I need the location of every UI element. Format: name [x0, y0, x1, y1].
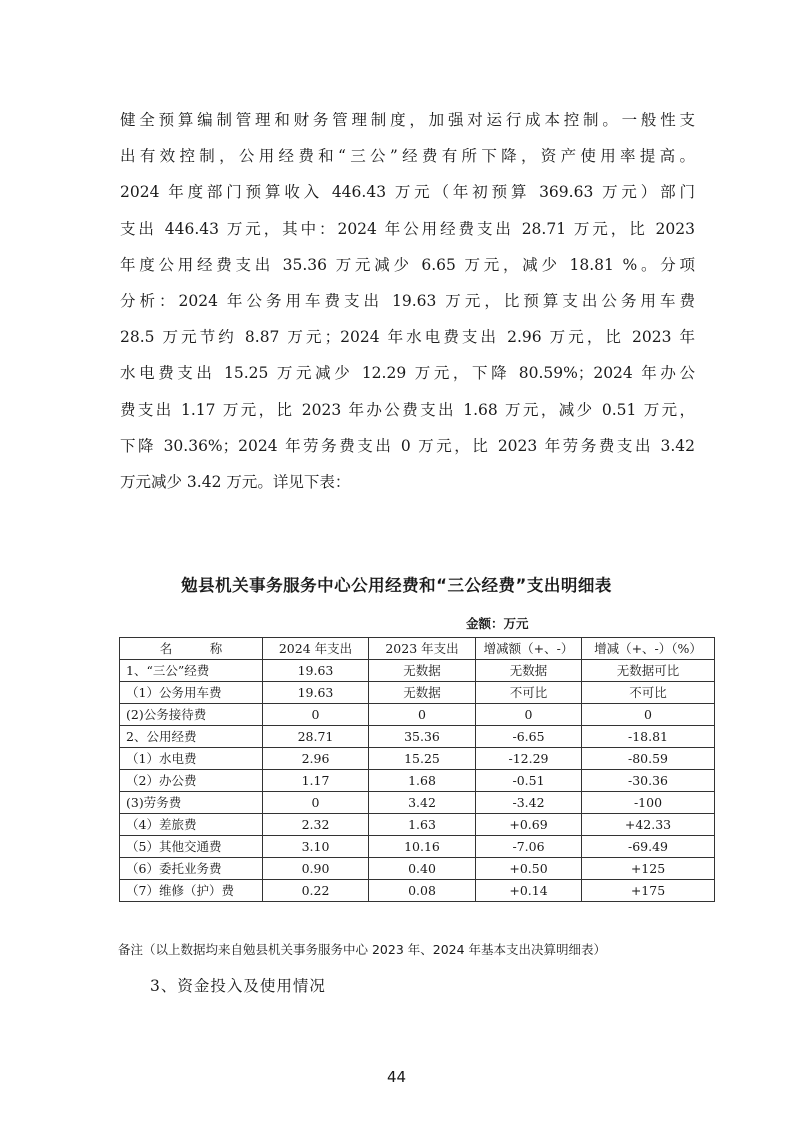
value-cell: -100 [582, 792, 715, 814]
value-cell: -30.36 [582, 770, 715, 792]
value-cell: +42.33 [582, 814, 715, 836]
row-label-cell: （4）差旅费 [120, 814, 263, 836]
value-cell: +0.50 [476, 858, 582, 880]
expense-detail-table [119, 637, 715, 902]
body-paragraph [120, 102, 695, 500]
value-cell: 19.63 [263, 660, 369, 682]
row-label-cell: （7）维修（护）费 [120, 880, 263, 902]
value-cell: 不可比 [582, 682, 715, 704]
paragraph-line: 分析：2024 年公务用车费支出 19.63 万元，比预算支出公务用车费 [120, 292, 695, 311]
value-cell: 35.36 [369, 726, 476, 748]
paragraph-line: 水电费支出 15.25 万元减少 12.29 万元，下降 80.59%；2024 年办公 [120, 364, 695, 383]
value-cell: 15.25 [369, 748, 476, 770]
row-label-cell: （2）办公费 [120, 770, 263, 792]
row-label-cell: 1、“三公”经费 [120, 660, 263, 682]
value-cell: 0 [263, 792, 369, 814]
paragraph-line: 下降 30.36%；2024 年劳务费支出 0 万元，比 2023 年劳务费支出 3.42 [120, 436, 695, 455]
value-cell: -18.81 [582, 726, 715, 748]
paragraph-line: 健全预算编制管理和财务管理制度，加强对运行成本控制。一般性支 [120, 111, 695, 129]
value-cell: -0.51 [476, 770, 582, 792]
value-cell: -69.49 [582, 836, 715, 858]
row-label-cell: (3)劳务费 [120, 792, 263, 814]
row-label-cell: （5）其他交通费 [120, 836, 263, 858]
value-cell: 19.63 [263, 682, 369, 704]
value-cell: 2.32 [263, 814, 369, 836]
value-cell: 0.22 [263, 880, 369, 902]
table-row [120, 858, 715, 880]
value-cell: 3.42 [369, 792, 476, 814]
value-cell: +0.69 [476, 814, 582, 836]
value-cell: 0 [582, 704, 715, 726]
value-cell: 0.90 [263, 858, 369, 880]
header-cell: 2024 年支出 [263, 638, 369, 660]
table-row [120, 880, 715, 902]
value-cell: 0 [263, 704, 369, 726]
paragraph-line: 年度公用经费支出 35.36 万元减少 6.65 万元，减少 18.81 %。分项 [120, 255, 695, 274]
value-cell: 0 [369, 704, 476, 726]
paragraph-line: 出有效控制，公用经费和“三公”经费有所下降，资产使用率提高。 [120, 147, 695, 166]
value-cell: +0.14 [476, 880, 582, 902]
value-cell: -80.59 [582, 748, 715, 770]
value-cell: 0.40 [369, 858, 476, 880]
paragraph-line: 支出 446.43 万元，其中：2024 年公用经费支出 28.71 万元，比 2023 [120, 219, 695, 238]
value-cell: -3.42 [476, 792, 582, 814]
value-cell: 0.08 [369, 880, 476, 902]
value-cell: 1.68 [369, 770, 476, 792]
value-cell: 1.17 [263, 770, 369, 792]
value-cell: -12.29 [476, 748, 582, 770]
table-row [120, 770, 715, 792]
table-header-row [120, 638, 715, 660]
value-cell: 不可比 [476, 682, 582, 704]
value-cell: +175 [582, 880, 715, 902]
table-row [120, 792, 715, 814]
paragraph-line: 2024 年度部门预算收入 446.43 万元（年初预算 369.63 万元）部门 [120, 183, 695, 202]
value-cell: 无数据 [369, 682, 476, 704]
table-row [120, 704, 715, 726]
value-cell: -7.06 [476, 836, 582, 858]
value-cell: 0 [476, 704, 582, 726]
table-row [120, 814, 715, 836]
table-row [120, 726, 715, 748]
header-cell: 增减（+、-）（%） [582, 638, 715, 660]
row-label-cell: 2、公用经费 [120, 726, 263, 748]
value-cell: 2.96 [263, 748, 369, 770]
table-note: 备注（以上数据均来自勉县机关事务服务中心 2023 年、2024 年基本支出决算明细表） [118, 942, 607, 957]
paragraph-line: 万元减少 3.42 万元。详见下表： [120, 473, 351, 492]
value-cell: 3.10 [263, 836, 369, 858]
value-cell: 无数据可比 [582, 660, 715, 682]
section-heading: 3、资金投入及使用情况 [150, 977, 326, 995]
value-cell: 1.63 [369, 814, 476, 836]
page-number: 44 [386, 1068, 407, 1086]
row-label-cell: （1）公务用车费 [120, 682, 263, 704]
table-title: 勉县机关事务服务中心公用经费和“三公经费”支出明细表 [181, 576, 612, 595]
row-label-cell: （1）水电费 [120, 748, 263, 770]
header-cell: 名 称 [120, 638, 263, 660]
paragraph-line: 费支出 1.17 万元，比 2023 年办公费支出 1.68 万元，减少 0.51 万元， [120, 400, 695, 419]
row-label-cell: （6）委托业务费 [120, 858, 263, 880]
table-row [120, 748, 715, 770]
table-row [120, 682, 715, 704]
row-label-cell: (2)公务接待费 [120, 704, 263, 726]
value-cell: 无数据 [369, 660, 476, 682]
value-cell: -6.65 [476, 726, 582, 748]
table-unit: 金额：万元 [466, 616, 529, 631]
value-cell: 无数据 [476, 660, 582, 682]
table-row [120, 660, 715, 682]
header-cell: 2023 年支出 [369, 638, 476, 660]
value-cell: +125 [582, 858, 715, 880]
value-cell: 28.71 [263, 726, 369, 748]
table-row [120, 836, 715, 858]
value-cell: 10.16 [369, 836, 476, 858]
paragraph-line: 28.5 万元节约 8.87 万元；2024 年水电费支出 2.96 万元，比 2023 年 [120, 328, 695, 347]
header-cell: 增减额（+、-） [476, 638, 582, 660]
